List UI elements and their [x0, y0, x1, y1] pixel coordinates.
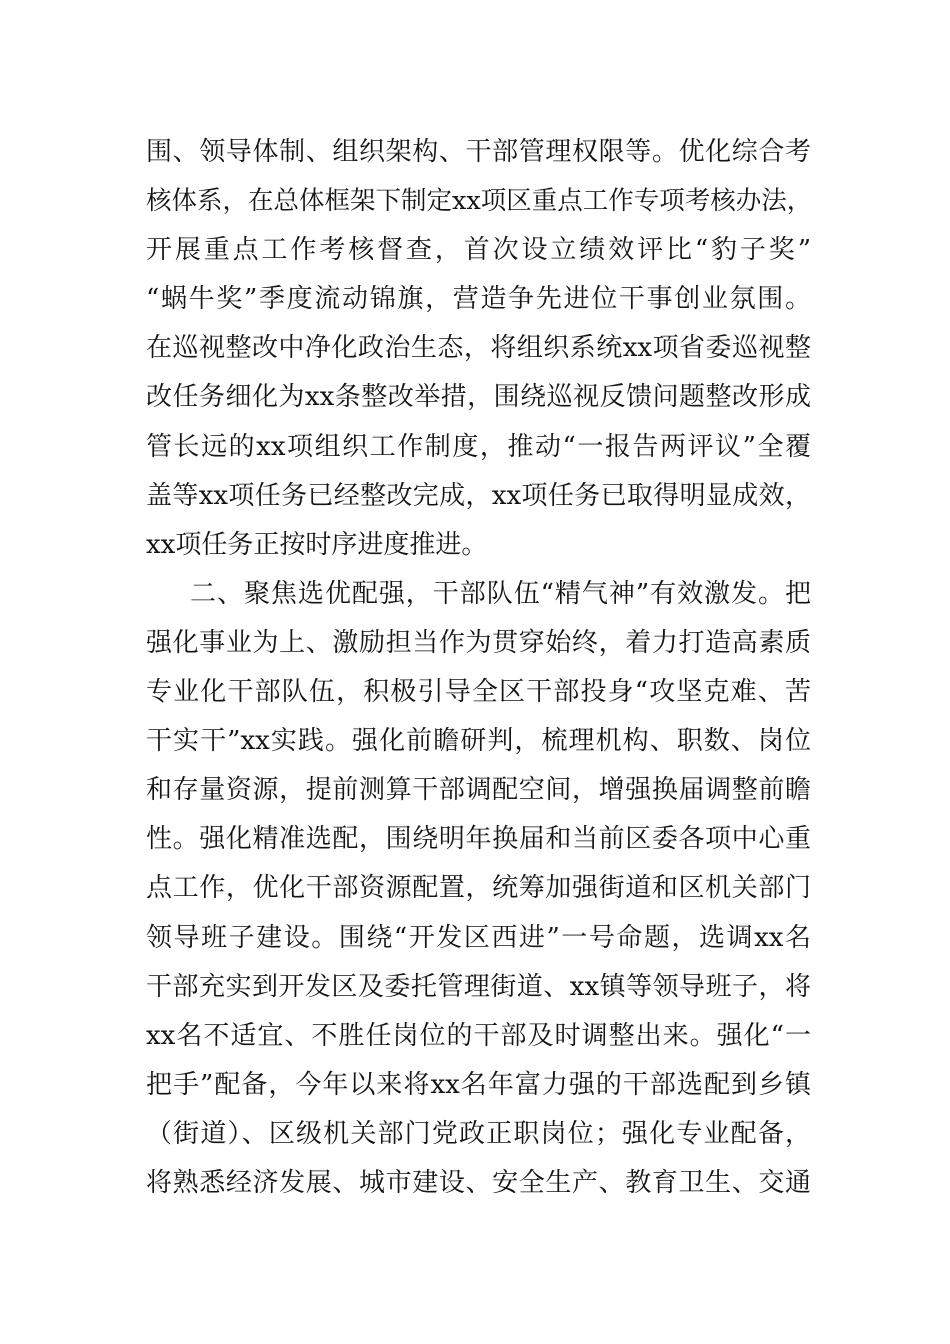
text-line: 核体系，在总体框架下制定xx项区重点工作专项考核办法，	[146, 186, 813, 217]
text-line: （街道）、区级机关部门党政正职岗位；强化专业配备，	[146, 1118, 811, 1149]
section-heading-line: 二、聚焦选优配强，干部队伍“精气神”有效激发。把	[190, 578, 811, 609]
text-line: 专业化干部队伍，积极引导全区干部投身“攻坚克难、苦	[146, 677, 811, 708]
paragraph-end-line: xx项任务正按时序进度推进。	[146, 529, 488, 560]
text-line: 把手”配备，今年以来将xx名年富力强的干部选配到乡镇	[146, 1069, 811, 1100]
text-line: 领导班子建设。围绕“开发区西进”一号命题，选调xx名	[146, 922, 811, 953]
text-line: 盖等xx项任务已经整改完成，xx项任务已取得明显成效，	[146, 480, 811, 511]
text-line: 干实干”xx实践。强化前瞻研判，梳理机构、职数、岗位	[146, 726, 811, 757]
text-line: 将熟悉经济发展、城市建设、安全生产、教育卫生、交通	[146, 1167, 811, 1198]
text-line: 管长远的xx项组织工作制度，推动“一报告两评议”全覆	[146, 431, 811, 462]
text-line: 干部充实到开发区及委托管理街道、xx镇等领导班子，将	[146, 971, 811, 1002]
text-line: 开展重点工作考核督查，首次设立绩效评比“豹子奖”	[146, 235, 811, 266]
body-text	[146, 128, 811, 1208]
text-line: 在巡视整改中净化政治生态，将组织系统xx项省委巡视整	[146, 333, 811, 364]
text-line: 强化事业为上、激励担当作为贯穿始终，着力打造高素质	[146, 627, 811, 658]
text-line: 和存量资源，提前测算干部调配空间，增强换届调整前瞻	[146, 775, 811, 806]
text-line: 性。强化精准选配，围绕明年换届和当前区委各项中心重	[146, 824, 811, 855]
text-line: xx名不适宜、不胜任岗位的干部及时调整出来。强化“一	[146, 1020, 811, 1051]
text-line: “蜗牛奖”季度流动锦旗，营造争先进位干事创业氛围。	[146, 284, 811, 315]
text-line: 改任务细化为xx条整改举措，围绕巡视反馈问题整改形成	[146, 382, 811, 413]
text-line: 围、领导体制、组织架构、干部管理权限等。优化综合考	[146, 137, 811, 167]
text-line: 点工作，优化干部资源配置，统筹加强街道和区机关部门	[146, 873, 811, 904]
